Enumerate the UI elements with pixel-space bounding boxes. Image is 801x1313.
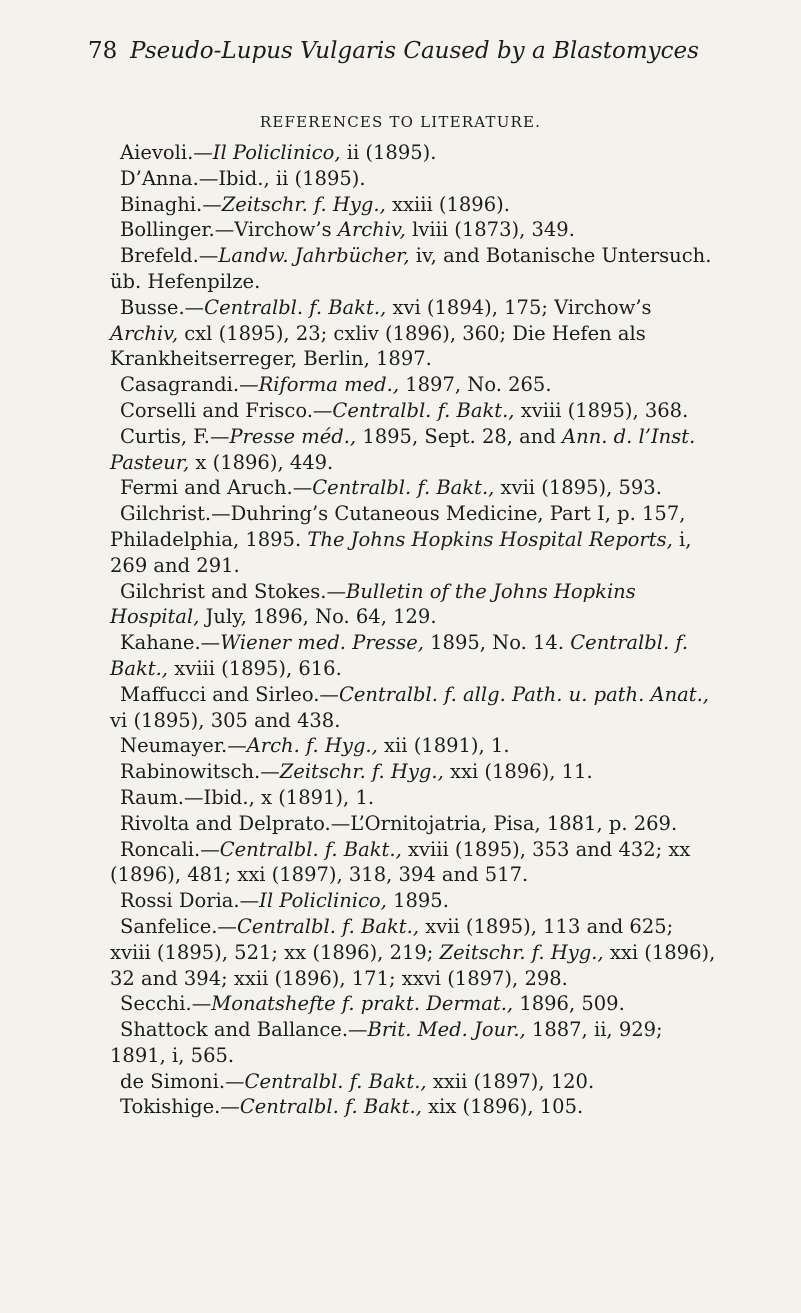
reference-entry	[110, 295, 716, 372]
reference-italic-title: Centralbl. f. allg. Path. u. path. Anat.,	[338, 682, 710, 706]
reference-text: Sanfelice.—	[120, 914, 237, 938]
reference-italic-title: Zeitschr. f. Hyg.,	[279, 760, 444, 784]
reference-text: de Simoni.—	[120, 1069, 245, 1093]
reference-italic-title: Centralbl. f. Bakt.,	[332, 398, 515, 422]
reference-entry	[110, 1069, 716, 1095]
reference-entry	[110, 579, 716, 631]
reference-text: Kahane.—	[120, 631, 221, 655]
reference-italic-title: Centralbl. f. Bakt.,	[110, 631, 689, 680]
section-heading: REFERENCES TO LITERATURE.	[259, 113, 542, 131]
reference-text: D’Anna.—Ibid., ii (1895).	[120, 166, 366, 190]
reference-text: Rossi Doria.—	[120, 889, 260, 913]
reference-entry	[110, 501, 716, 578]
reference-text: xvi (1894), 175; Virchow’s	[386, 295, 652, 319]
reference-text: Maffucci and Sirleo.—	[120, 682, 339, 706]
reference-italic-title: Brit. Med. Jour.,	[367, 1018, 526, 1042]
reference-text: xviii (1895), 616.	[168, 656, 342, 680]
reference-text: lviii (1873), 349.	[405, 218, 575, 242]
reference-text: Curtis, F.—	[120, 424, 230, 448]
reference-italic-title: Centralbl. f. Bakt.,	[204, 295, 387, 319]
reference-text: 1897, No. 265.	[399, 373, 552, 397]
reference-entry	[110, 398, 716, 424]
reference-text: xix (1896), 105.	[421, 1095, 584, 1119]
reference-italic-title: Landw. Jahrbücher,	[218, 244, 410, 268]
reference-text: Rivolta and Delprato.—L’Ornitojatria, Pisa, 1881, p. 269.	[120, 811, 678, 835]
reference-entry	[110, 192, 716, 218]
reference-italic-title: Bulletin of the Johns Hopkins Hospital,	[110, 579, 636, 629]
reference-text: iv, and Botanische Untersuch. üb. Hefenpilze.	[110, 244, 712, 293]
reference-text: Roncali.—	[120, 837, 220, 861]
reference-entry	[110, 914, 716, 991]
reference-entry	[110, 682, 716, 734]
reference-entry	[110, 837, 716, 889]
reference-italic-title: Zeitschr. f. Hyg.,	[439, 940, 604, 964]
reference-text: Casagrandi.—	[120, 373, 259, 397]
reference-text: xvii (1895), 593.	[494, 476, 662, 500]
reference-italic-title: Zeitschr. f. Hyg.,	[221, 192, 386, 216]
reference-text: cxl (1895), 23; cxliv (1896), 360; Die Hefen als Krankheitserreger, Berlin, 1897.	[110, 321, 646, 371]
reference-italic-title: Arch. f. Hyg.,	[246, 734, 378, 758]
reference-entry	[110, 140, 716, 166]
reference-text: 1887, ii, 929; 1891, i, 565.	[110, 1018, 663, 1067]
reference-italic-title: Il Policlinico,	[212, 141, 341, 164]
reference-text: Gilchrist and Stokes.—	[120, 579, 346, 603]
reference-text: 1895.	[386, 889, 449, 913]
reference-text: Shattock and Ballance.—	[120, 1018, 368, 1042]
reference-italic-title: Centralbl. f. Bakt.,	[219, 837, 402, 861]
running-title: Pseudo-Lupus Vulgaris Caused by a Blastomyces	[130, 38, 699, 64]
reference-text: xxiii (1896).	[385, 192, 510, 216]
reference-text: xviii (1895), 368.	[514, 398, 689, 422]
reference-text: 1896, 509.	[513, 992, 625, 1016]
reference-italic-title: The Johns Hopkins Hospital Reports,	[307, 527, 673, 551]
reference-text: Neumayer.—	[120, 734, 247, 758]
reference-text: Tokishige.—	[120, 1095, 240, 1119]
reference-entry	[110, 243, 716, 295]
page-number: 78	[88, 38, 118, 64]
reference-text: xii (1891), 1.	[377, 734, 510, 758]
reference-italic-title: Centralbl. f. Bakt.,	[244, 1069, 427, 1093]
reference-entry	[110, 888, 716, 914]
reference-text: Bollinger.—Virchow’s	[120, 218, 338, 242]
reference-text: Fermi and Aruch.—	[120, 476, 313, 500]
reference-entry	[110, 1017, 716, 1069]
reference-text: Raum.—Ibid., x (1891), 1.	[120, 785, 375, 809]
reference-italic-title: Centralbl. f. Bakt.,	[236, 914, 420, 938]
reference-list	[110, 140, 716, 1120]
reference-italic-title: Monatshefte f. prakt. Dermat.,	[211, 992, 514, 1016]
reference-text: xxi (1896), 11.	[443, 760, 593, 784]
reference-text: vi (1895), 305 and 438.	[110, 708, 341, 732]
reference-entry	[110, 991, 716, 1017]
reference-entry	[110, 811, 716, 837]
reference-entry	[110, 217, 716, 243]
reference-italic-title: Ann. d. l’Inst. Pasteur,	[110, 424, 696, 474]
reference-entry	[110, 166, 716, 192]
reference-entry	[110, 630, 716, 682]
reference-italic-title: Centralbl. f. Bakt.,	[312, 476, 495, 500]
reference-text: Gilchrist.—Duhring’s Cutaneous Medicine, Part I, p. 157, Philadelphia, 1895.	[110, 502, 686, 551]
reference-text: ii (1895).	[340, 141, 437, 164]
reference-text: x (1896), 449.	[189, 450, 334, 474]
reference-text: 1895, Sept. 28, and	[356, 424, 563, 448]
reference-entry	[110, 733, 716, 759]
reference-text: 1895, No. 14.	[423, 631, 571, 655]
reference-italic-title: Archiv,	[337, 218, 406, 242]
reference-italic-title: Centralbl. f. Bakt.,	[239, 1095, 422, 1119]
page-header	[88, 36, 728, 66]
reference-italic-title: Wiener med. Presse,	[220, 631, 424, 655]
reference-entry	[110, 1094, 716, 1120]
reference-text: xvii (1895), 113 and 625; xviii (1895), 521; xx (1896), 219;	[110, 914, 674, 964]
reference-entry	[110, 785, 716, 811]
reference-text: i, 269 and 291.	[110, 527, 692, 577]
reference-entry	[110, 475, 716, 501]
reference-entry	[110, 424, 716, 476]
reference-italic-title: Archiv,	[110, 321, 179, 345]
reference-entry	[110, 372, 716, 398]
reference-entry	[110, 759, 716, 785]
reference-text: xxi (1896), 32 and 394; xxii (1896), 171; xxvi (1897), 298.	[110, 940, 716, 990]
reference-text: xviii (1895), 353 and 432; xx (1896), 481; xxi (1897), 318, 394 and 517.	[110, 837, 691, 887]
reference-italic-title: Riforma med.,	[258, 373, 400, 397]
reference-text: xxii (1897), 120.	[426, 1069, 595, 1093]
reference-text: Busse.—	[120, 295, 205, 319]
reference-text: Aievoli.—	[120, 141, 213, 164]
reference-text: July, 1896, No. 64, 129.	[199, 605, 437, 629]
reference-text: Binaghi.—	[120, 192, 222, 216]
reference-italic-title: Il Policlinico,	[259, 889, 387, 913]
reference-text: Brefeld.—	[120, 244, 219, 268]
reference-text: Secchi.—	[120, 992, 212, 1016]
reference-text: Rabinowitsch.—	[120, 760, 280, 784]
reference-text: Corselli and Frisco.—	[120, 398, 333, 422]
reference-italic-title: Presse méd.,	[229, 424, 357, 448]
